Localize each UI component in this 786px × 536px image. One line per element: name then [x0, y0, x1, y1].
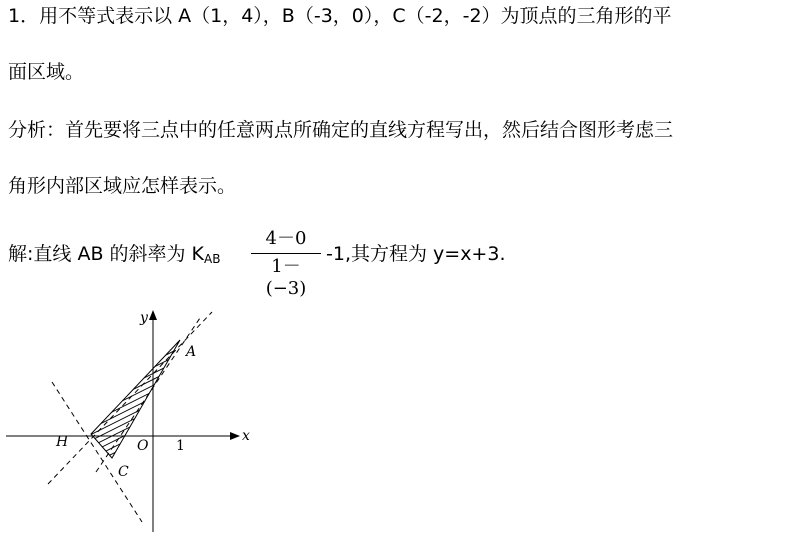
solution-prefix: 解:直线 AB 的斜率为 K [8, 243, 205, 265]
y-axis-arrow [149, 310, 157, 320]
line-bc-dashed [52, 382, 142, 522]
tick-1-label: 1 [176, 438, 185, 454]
problem-text-line-1: 1．用不等式表示以 A（1，4），B（-3，0），C（-2，-2）为顶点的三角形的平 [8, 5, 672, 27]
slope-subscript: AB [204, 252, 221, 266]
solution-suffix: -1,其方程为 y=x+3. [326, 243, 506, 265]
point-a-label: A [186, 344, 197, 360]
analysis-text-line-1: 分析：首先要将三点中的任意两点所确定的直线方程写出，然后结合图形考虑三 [8, 119, 674, 141]
line-ab-dashed [48, 312, 212, 484]
problem-text-line-2: 面区域。 [8, 61, 85, 83]
fraction-numerator: 4－0 [265, 228, 307, 249]
coordinate-figure [0, 300, 260, 536]
y-axis-label: y [140, 310, 148, 326]
x-axis-arrow [230, 432, 240, 440]
analysis-text-line-2: 角形内部区域应怎样表示。 [8, 175, 237, 197]
point-c-label: C [118, 464, 129, 480]
hatched-region [80, 342, 180, 470]
point-h-label: H [56, 434, 69, 450]
fraction-bar [251, 253, 321, 254]
fraction-denominator: 1－(−3) [265, 256, 307, 299]
x-axis-label: x [242, 428, 250, 444]
origin-label: O [137, 438, 149, 454]
solution-text [8, 242, 220, 271]
slope-fraction [251, 228, 321, 300]
